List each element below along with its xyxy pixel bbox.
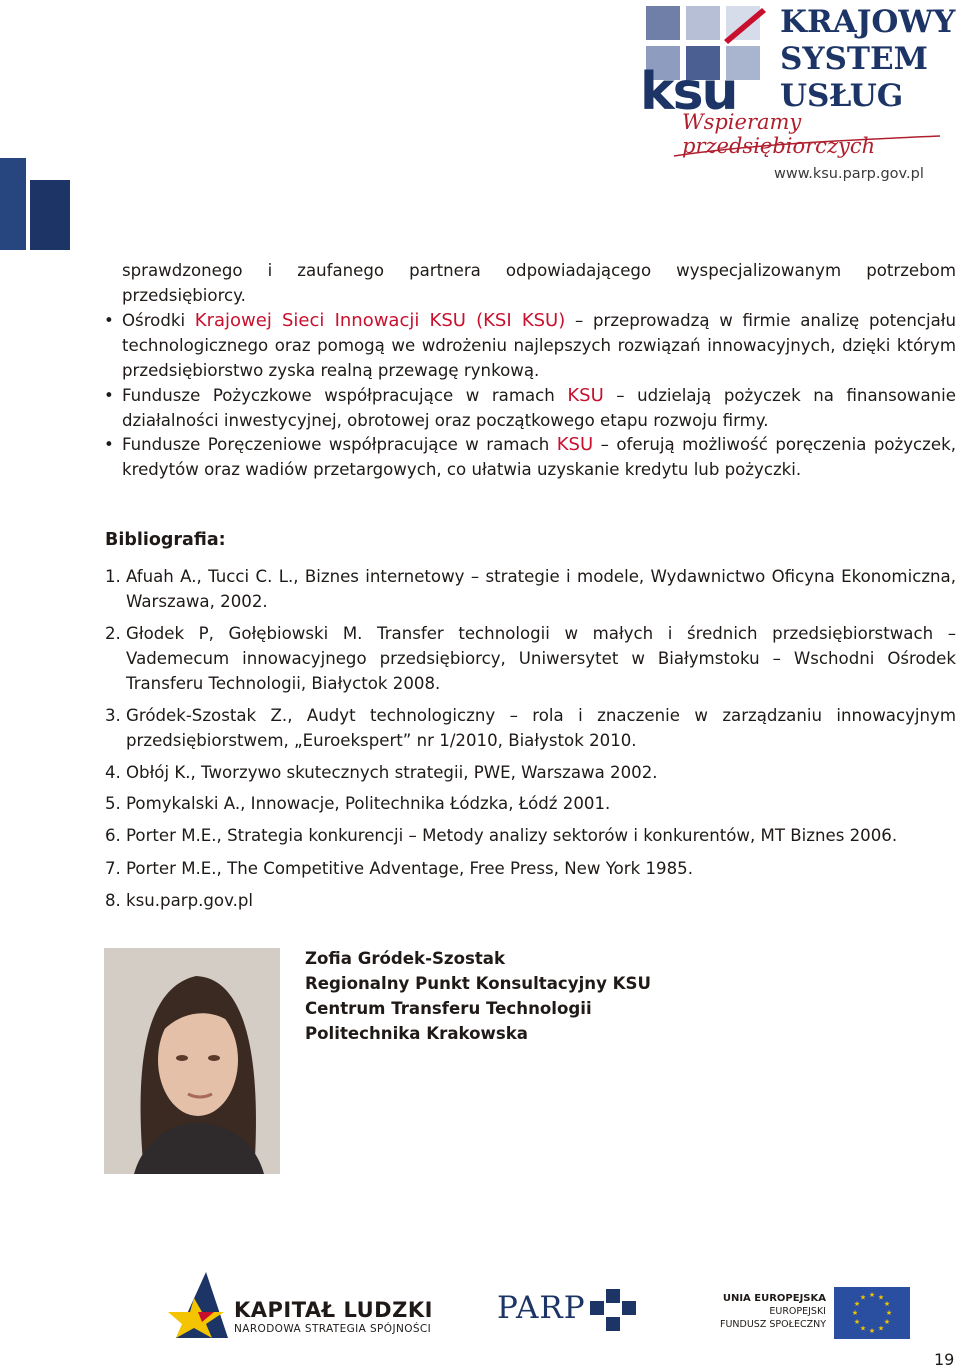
- svg-text:★: ★: [885, 1309, 893, 1317]
- logo-word-uslug: USŁUG: [780, 78, 904, 114]
- svg-text:★: ★: [853, 1318, 861, 1326]
- bib-number: 8.: [105, 891, 121, 910]
- logo-tagline: Wspieramy przedsiębiorczych: [682, 110, 876, 158]
- portrait-illustration: [104, 948, 280, 1174]
- bullet-item-poreczeniowe: [122, 432, 956, 482]
- bib-line: Warszawa, 2002.: [126, 592, 268, 611]
- ksu-logo-text: ksu: [640, 62, 737, 122]
- bib-entry: Obłój K., Tworzywo skutecznych strategii, PWE, Warszawa 2002.: [126, 763, 658, 782]
- eu-line-1: UNIA EUROPEJSKA: [722, 1293, 826, 1304]
- bib-number: 5.: [105, 794, 121, 813]
- bib-entry: [126, 621, 956, 696]
- bullet-text: – udzielają pożyczek na finansowanie działalności inwestycyjnej, obrotowej oraz początkowego etapu rozwoju firmy.: [122, 386, 957, 430]
- svg-text:★: ★: [859, 1293, 867, 1302]
- svg-text:★: ★: [877, 1293, 885, 1302]
- bib-number: 1.: [105, 567, 121, 586]
- paragraph-line: sprawdzonego i zaufanego partnera odpowiadającego wyspecjalizowanym potrzebom: [122, 261, 956, 280]
- bib-number: 3.: [105, 706, 121, 725]
- paragraph-continuation: [122, 258, 956, 308]
- highlight-ksu: KSU: [567, 385, 604, 406]
- ksu-logo-words: [780, 4, 955, 115]
- bullet-marker: •: [104, 311, 114, 330]
- bib-entry: Porter M.E., Strategia konkurencji – Metody analizy sektorów i konkurentów, MT Biznes 2006.: [126, 826, 898, 845]
- bib-line: Głodek P, Gołębiowski M. Transfer technologii w małych i średnich przedsiębiorstwach –: [126, 624, 956, 643]
- bib-entry: Porter M.E., The Competitive Adventage, Free Press, New York 1985.: [126, 859, 693, 878]
- bib-line: przedsiębiorstwem, „Euroekspert” nr 1/2010, Białystok 2010.: [126, 731, 637, 750]
- eu-line-3: FUNDUSZ SPOŁECZNY: [720, 1319, 826, 1330]
- bib-entry: [126, 703, 956, 753]
- bullet-item-ksi: [122, 308, 956, 383]
- bib-line: Gródek-Szostak Z., Audyt technologiczny – rola i znaczenie w zarządzaniu innowacyjnym: [126, 706, 956, 725]
- logo-swoosh: [672, 134, 942, 160]
- parp-logo-text: PARP: [497, 1290, 586, 1326]
- author-info: [305, 946, 651, 1046]
- eu-flag-icon: [834, 1287, 910, 1339]
- kapital-ludzki-subtitle: NARODOWA STRATEGIA SPÓJNOŚCI: [234, 1323, 432, 1335]
- author-photo: [104, 948, 280, 1174]
- kapital-ludzki-title: KAPITAŁ LUDZKI: [234, 1298, 433, 1322]
- eu-line-2: EUROPEJSKI: [769, 1306, 826, 1317]
- bib-entry: [126, 564, 956, 614]
- svg-text:★: ★: [868, 1327, 876, 1335]
- header-url: www.ksu.parp.gov.pl: [774, 166, 924, 182]
- svg-text:★: ★: [853, 1300, 861, 1308]
- parp-logo-icon: [588, 1287, 638, 1335]
- author-affiliation-3: Politechnika Krakowska: [305, 1024, 528, 1043]
- kapital-ludzki-logo: [168, 1272, 228, 1338]
- highlight-ksu: KSU: [556, 434, 594, 455]
- svg-text:★: ★: [868, 1291, 876, 1299]
- bib-number: 6.: [105, 826, 121, 845]
- bib-line: Afuah A., Tucci C. L., Biznes internetowy – strategie i modele, Wydawnictwo Oficyna Ekonomiczna,: [126, 567, 956, 586]
- bib-number: 2.: [105, 624, 121, 643]
- eu-text: [716, 1292, 826, 1331]
- bullet-text: – przeprowadzą w firmie analizę potencjału technologicznego oraz pomogą we wdrożeniu najlepszych rozwiązań innowacyjnych, dzięki którym przedsiębiorstwo zyska realną przewagę rynkową.: [122, 311, 957, 380]
- decorative-bar-right: [30, 180, 70, 250]
- bullet-text: – oferują możliwość poręczenia pożyczek, kredytów oraz wadiów przetargowych, co ułatwia uzyskanie kredytu lub pożyczki.: [122, 435, 956, 479]
- svg-text:★: ★: [883, 1318, 891, 1326]
- decorative-bar-left: [0, 158, 26, 250]
- bullet-text: Ośrodki: [122, 311, 195, 330]
- author-name: Zofia Gródek-Szostak: [305, 949, 506, 968]
- bibliography-title: Bibliografia:: [105, 530, 226, 550]
- author-affiliation-1: Regionalny Punkt Konsultacyjny KSU: [305, 974, 651, 993]
- bullet-marker: •: [104, 435, 114, 454]
- bib-number: 7.: [105, 859, 121, 878]
- bib-line: Transferu Technologii, Białyctok 2008.: [126, 674, 441, 693]
- bib-line: Vademecum innowacyjnego przedsiębiorcy, Uniwersytet w Białymstoku – Wschodni Ośrodek: [126, 649, 956, 668]
- svg-text:★: ★: [859, 1324, 867, 1333]
- bullet-item-pozyczkowe: [122, 383, 956, 433]
- bib-number: 4.: [105, 763, 121, 782]
- svg-text:★: ★: [851, 1309, 859, 1317]
- bib-entry: ksu.parp.gov.pl: [126, 891, 254, 910]
- bullet-marker: •: [104, 386, 114, 405]
- bullet-text: Fundusze Poręczeniowe współpracujące w ramach: [122, 435, 557, 454]
- page-number: 19: [934, 1350, 955, 1369]
- logo-word-krajowy: KRAJOWY: [780, 4, 956, 40]
- svg-text:★: ★: [877, 1324, 885, 1333]
- highlight-ksi: Krajowej Sieci Innowacji KSU (KSI KSU): [194, 310, 566, 331]
- author-affiliation-2: Centrum Transferu Technologii: [305, 999, 592, 1018]
- logo-word-system: SYSTEM: [780, 41, 928, 77]
- bib-entry: Pomykalski A., Innowacje, Politechnika Łódzka, Łódź 2001.: [126, 794, 611, 813]
- paragraph-line: przedsiębiorcy.: [122, 286, 246, 305]
- svg-text:★: ★: [883, 1300, 891, 1308]
- bullet-text: Fundusze Pożyczkowe współpracujące w ramach: [122, 386, 568, 405]
